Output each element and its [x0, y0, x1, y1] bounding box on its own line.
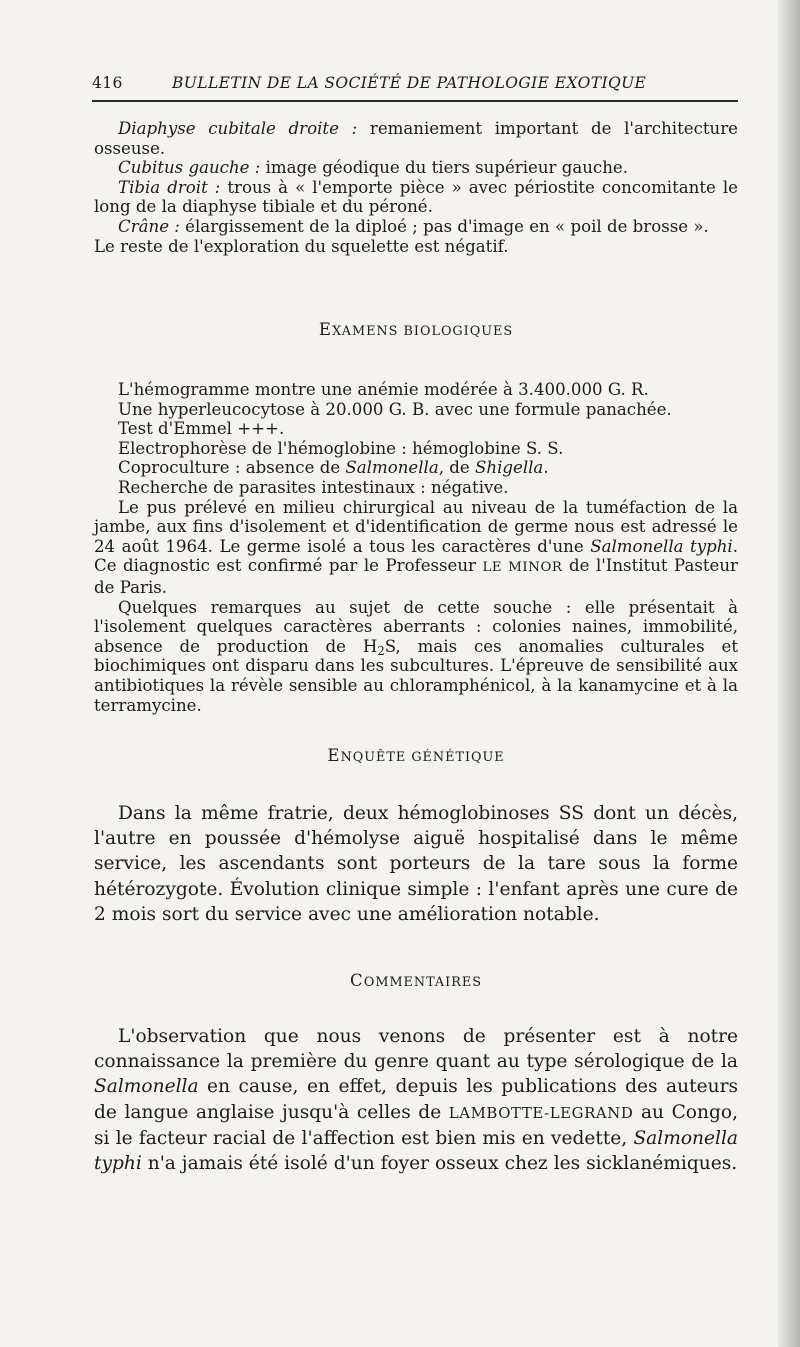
text-span: en cause, en effet, depuis les publications des auteurs de langue anglaise jusqu'à celles de [94, 1076, 738, 1123]
finding-paragraph [94, 119, 738, 158]
section-heading-enquete [94, 746, 738, 765]
finding-conclusion: Le reste de l'exploration du squelette est négatif. [94, 236, 509, 256]
italic-span: Salmonella typhi [590, 536, 733, 556]
author-name: LAMBOTTE-LEGRAND [448, 1103, 634, 1122]
page-edge [778, 0, 800, 1347]
enquete-genetique [94, 801, 738, 927]
text-span: . [543, 458, 549, 478]
radiology-findings [94, 119, 738, 256]
finding-text: élargissement de la diploé ; pas d'image en « poil de brosse ». [179, 216, 709, 236]
exam-paragraph [94, 498, 738, 598]
exam-line [94, 458, 738, 478]
text-span: de l'Institut Pasteur de Paris. [94, 556, 738, 597]
enquete-paragraph: Dans la même fratrie, deux hémoglobinoses SS dont un décès, l'autre en poussée d'hémolyse aiguë hospitalisé dans le même service, les ascendants sont porteurs de la tare sous la forme hétérozygote. Évolution clinique simple : l'enfant après une cure de 2 mois sort du service avec une amélioration notable. [94, 803, 738, 925]
heading-rest: OMMENTAIRES [363, 975, 482, 990]
finding-paragraph [94, 158, 738, 178]
italic-span: Salmonella typhi [94, 1127, 738, 1175]
commentaires [94, 1024, 738, 1176]
heading-initial: E [327, 746, 341, 765]
subscript: 2 [377, 643, 385, 658]
heading-initial: E [318, 320, 333, 339]
header-rule [92, 100, 738, 102]
text-span: . Ce diagnostic est confirmé par le Professeur [94, 536, 738, 576]
page-number: 416 [92, 74, 123, 92]
text-span: Le pus prélevé en milieu chirurgical au niveau de la tuméfaction de la jambe, aux fins d'isolement et d'identification de germe nous est adressé le 24 août 1964. Le germe isolé a tous les caractères d'une [94, 497, 738, 556]
finding-paragraph [94, 178, 738, 217]
text-span: , de [438, 458, 476, 478]
text-span: Coproculture : absence de [118, 458, 346, 478]
heading-initial: C [350, 971, 364, 990]
text-span: n'a jamais été isolé d'un foyer osseux chez les sicklanémiques. [141, 1153, 738, 1175]
italic-span: Salmonella [345, 458, 439, 478]
text-span: Quelques remarques au sujet de cette souche : elle présentait à l'isolement quelques caractères aberrants : colonies naines, immobilité, absence de production de H [94, 597, 738, 656]
section-heading-examens [94, 320, 738, 339]
finding-text: image géodique du tiers supérieur gauche. [260, 158, 628, 178]
running-title: BULLETIN DE LA SOCIÉTÉ DE PATHOLOGIE EXOTIQUE [172, 74, 647, 92]
commentaires-paragraph [94, 1024, 738, 1176]
finding-text: trous à « l'emporte pièce » avec périostite concomitante le long de la diaphyse tibiale et du péroné. [94, 177, 738, 217]
exam-line: Test d'Emmel +++. [118, 419, 285, 439]
exam-line: Electrophorèse de l'hémoglobine : hémoglobine S. S. [118, 438, 564, 458]
heading-rest: NQUÊTE GÉNÉTIQUE [340, 750, 505, 765]
exam-line: L'hémogramme montre une anémie modérée à 3.400.000 G. R. [118, 380, 649, 399]
finding-label: Tibia droit : [118, 177, 221, 197]
finding-text: remaniement important de l'architecture osseuse. [94, 119, 738, 158]
italic-span: Shigella [475, 458, 544, 478]
finding-label: Diaphyse cubitale droite : [118, 119, 358, 138]
finding-label: Crâne : [118, 216, 180, 236]
exam-line: Recherche de parasites intestinaux : négative. [118, 477, 509, 497]
text-span: S, mais ces anomalies culturales et biochimiques ont disparu dans les subcultures. L'épreuve de sensibilité aux antibiotiques la révèle sensible au chloramphénicol, à la kanamycine et à la terramycine. [94, 636, 738, 715]
text-span: au Congo, si le facteur racial de l'affection est bien mis en vedette, [94, 1101, 738, 1149]
examens-biologiques [94, 380, 738, 715]
exam-paragraph [94, 598, 738, 716]
section-heading-commentaires [94, 971, 738, 990]
heading-rest: XAMENS BIOLOGIQUES [332, 324, 514, 339]
finding-label: Cubitus gauche : [118, 158, 261, 178]
text-span: L'observation que nous venons de présenter est à notre connaissance la première du genre quant au type sérologique de la [94, 1026, 738, 1073]
finding-paragraph [94, 217, 738, 237]
italic-span: Salmonella [94, 1076, 199, 1098]
exam-line: Une hyperleucocytose à 20.000 G. B. avec une formule panachée. [118, 399, 672, 419]
author-name: LE MINOR [482, 560, 563, 576]
